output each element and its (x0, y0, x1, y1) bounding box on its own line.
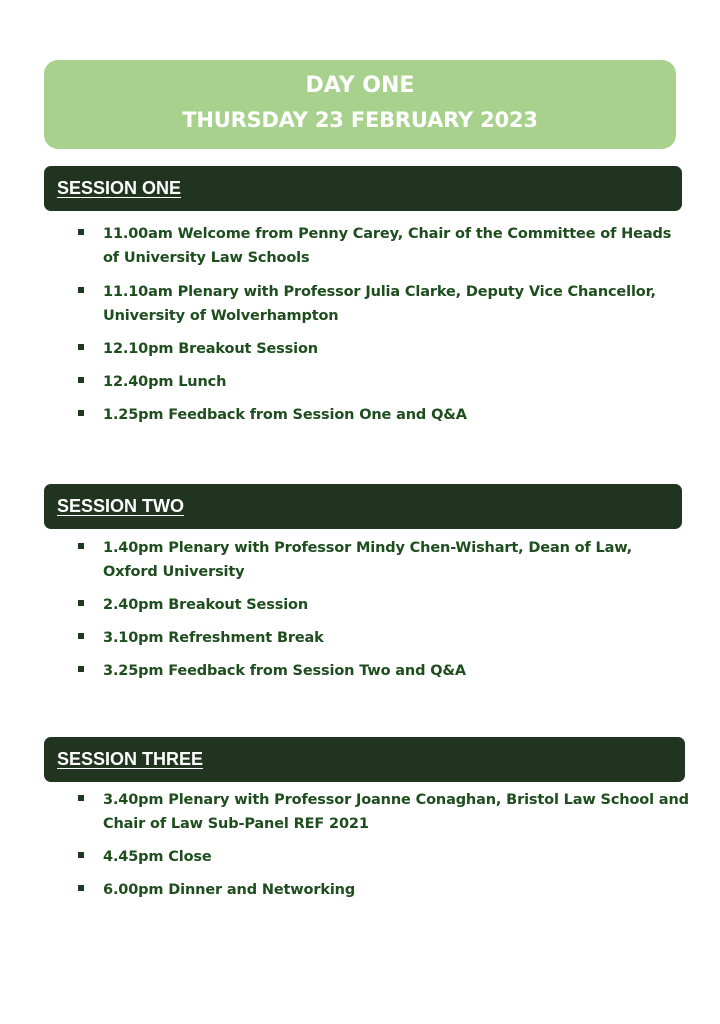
agenda-item-text: 11.10am Plenary with Professor Julia Clarke, Deputy Vice Chancellor, University of Wolverhampton (103, 284, 656, 324)
session-two-header (44, 484, 682, 529)
agenda-item-text: 3.25pm Feedback from Session Two and Q&A (103, 663, 466, 679)
session-one-agenda (0, 222, 720, 427)
bullet-icon (78, 229, 84, 235)
session-two-title: SESSION TWO (57, 496, 185, 516)
bullet-icon (78, 410, 84, 416)
session-three-agenda (0, 788, 720, 902)
agenda-item-text: 4.45pm Close (103, 849, 212, 865)
day-banner (44, 60, 676, 149)
day-title: DAY ONE (305, 73, 415, 98)
bullet-icon (78, 344, 84, 350)
bullet-icon (78, 852, 84, 858)
session-two-agenda (0, 536, 720, 683)
agenda-item (0, 280, 720, 328)
agenda-item-text: 2.40pm Breakout Session (103, 597, 308, 613)
agenda-item-text: 12.10pm Breakout Session (103, 341, 318, 357)
session-three-header (44, 737, 685, 782)
agenda-item (0, 659, 720, 683)
bullet-icon (78, 795, 84, 801)
day-date: THURSDAY 23 FEBRUARY 2023 (182, 108, 538, 132)
agenda-item-text: 3.10pm Refreshment Break (103, 630, 324, 646)
bullet-icon (78, 287, 84, 293)
session-one-title: SESSION ONE (57, 178, 182, 198)
bullet-icon (78, 633, 84, 639)
session-three-title: SESSION THREE (57, 749, 204, 769)
bullet-icon (78, 885, 84, 891)
agenda-item (0, 626, 720, 650)
agenda-item (0, 337, 720, 361)
bullet-icon (78, 543, 84, 549)
agenda-item (0, 222, 720, 270)
agenda-item (0, 370, 720, 394)
agenda-item (0, 878, 720, 902)
agenda-item (0, 593, 720, 617)
agenda-item (0, 403, 720, 427)
bullet-icon (78, 600, 84, 606)
agenda-item-text: 3.40pm Plenary with Professor Joanne Conaghan, Bristol Law School and Chair of Law Sub-Panel REF 2021 (103, 792, 689, 832)
agenda-item (0, 536, 720, 584)
agenda-item-text: 6.00pm Dinner and Networking (103, 882, 356, 898)
bullet-icon (78, 666, 84, 672)
agenda-item (0, 788, 720, 836)
agenda-item-text: 11.00am Welcome from Penny Carey, Chair of the Committee of Heads of University Law Schools (103, 226, 672, 266)
bullet-icon (78, 377, 84, 383)
agenda-item-text: 1.40pm Plenary with Professor Mindy Chen-Wishart, Dean of Law, Oxford University (103, 540, 632, 580)
agenda-item-text: 1.25pm Feedback from Session One and Q&A (103, 407, 467, 423)
agenda-item (0, 845, 720, 869)
agenda-item-text: 12.40pm Lunch (103, 374, 227, 390)
session-one-header (44, 166, 682, 211)
